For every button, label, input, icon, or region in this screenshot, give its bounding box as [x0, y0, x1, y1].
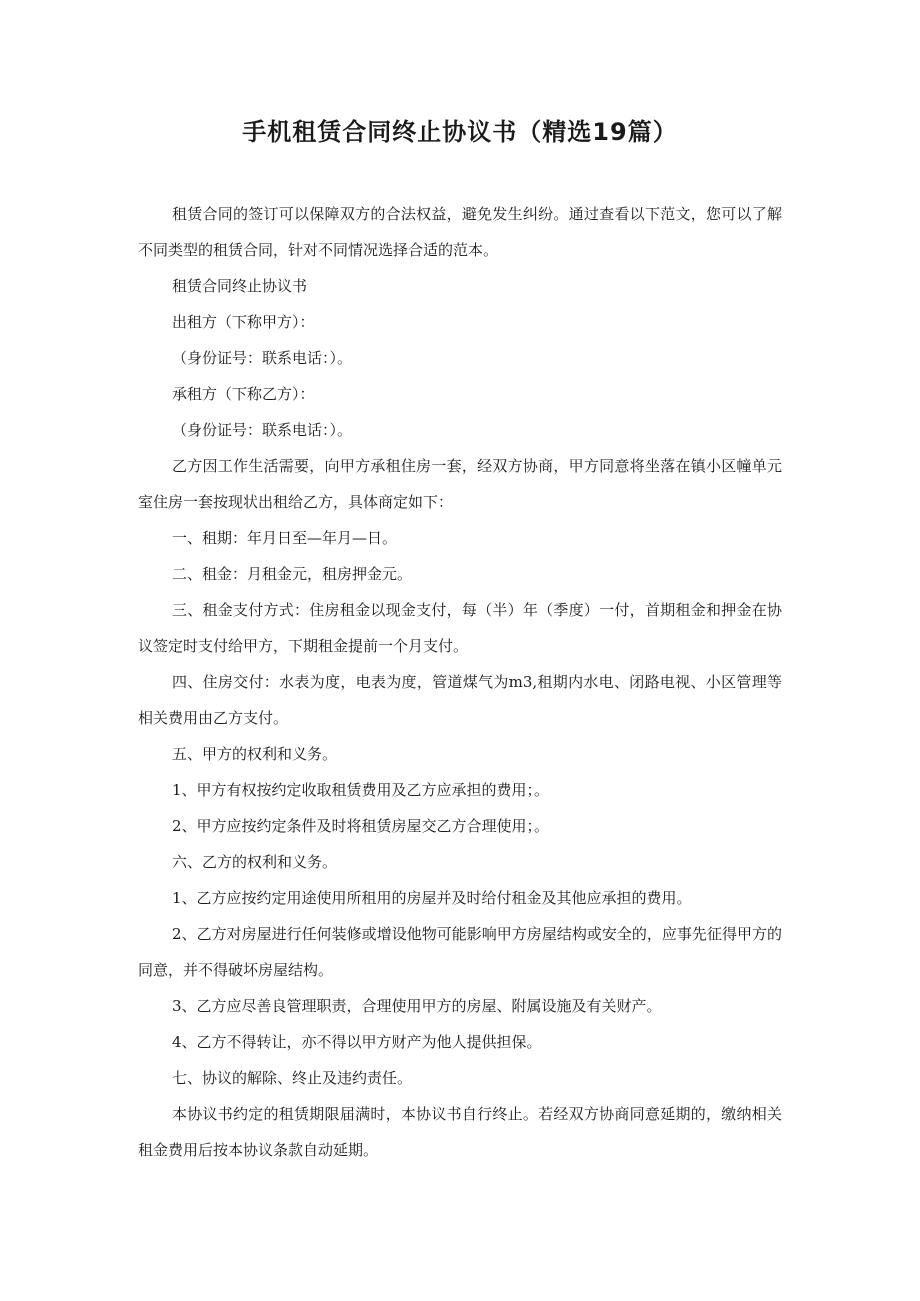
- paragraph-lessee-right-3: 3、乙方应尽善良管理职责，合理使用甲方的房屋、附属设施及有关财产。: [172, 997, 662, 1015]
- paragraph-lessor-rights: 五、甲方的权利和义务。: [172, 745, 338, 763]
- paragraph-heading: 租赁合同终止协议书: [172, 277, 308, 295]
- paragraph-lessee-id: （身份证号：联系电话：）。: [172, 421, 353, 439]
- paragraph-payment: 三、租金支付方式：住房租金以现金支付，每（半）年（季度）一付，首期租金和押金在协议签定时支付给甲方，下期租金提前一个月支付。: [138, 601, 782, 655]
- paragraph-expiry: 本协议书约定的租赁期限届满时，本协议书自行终止。若经双方协商同意延期的，缴纳相关租金费用后按本协议条款自动延期。: [138, 1105, 782, 1159]
- paragraph-lessee-right-1: 1、乙方应按约定用途使用所租用的房屋并及时给付租金及其他应承担的费用。: [172, 889, 692, 907]
- paragraph-lessee-right-2: 2、乙方对房屋进行任何装修或增设他物可能影响甲方房屋结构或安全的，应事先征得甲方的同意，并不得破坏房屋结构。: [138, 925, 782, 979]
- paragraph-preamble: 乙方因工作生活需要，向甲方承租住房一套，经双方协商，甲方同意将坐落在镇小区幢单元室住房一套按现状出租给乙方，具体商定如下：: [138, 457, 782, 511]
- paragraph-intro: 租赁合同的签订可以保障双方的合法权益，避免发生纠纷。通过查看以下范文，您可以了解不同类型的租赁合同，针对不同情况选择合适的范本。: [138, 205, 782, 259]
- document-title: 手机租赁合同终止协议书（精选19篇）: [242, 118, 678, 146]
- paragraph-lessor: 出租方（下称甲方）：: [172, 313, 315, 331]
- paragraph-lessor-id: （身份证号：联系电话：）。: [172, 349, 353, 367]
- paragraph-lessee-rights: 六、乙方的权利和义务。: [172, 853, 338, 871]
- paragraph-lessee-right-4: 4、乙方不得转让，亦不得以甲方财产为他人提供担保。: [172, 1033, 542, 1051]
- paragraph-lessee: 承租方（下称乙方）：: [172, 385, 315, 403]
- paragraph-lessor-right-2: 2、甲方应按约定条件及时将租赁房屋交乙方合理使用；。: [172, 817, 550, 835]
- paragraph-termination: 七、协议的解除、终止及违约责任。: [172, 1069, 413, 1087]
- paragraph-lessor-right-1: 1、甲方有权按约定收取租赁费用及乙方应承担的费用；。: [172, 781, 550, 799]
- paragraph-rent: 二、租金：月租金元，租房押金元。: [172, 565, 413, 583]
- paragraph-term: 一、租期：年月日至—年月—日。: [172, 529, 398, 547]
- document-body: [138, 196, 782, 1168]
- paragraph-delivery: 四、住房交付：水表为度，电表为度，管道煤气为m3,租期内水电、闭路电视、小区管理等相关费用由乙方支付。: [138, 673, 782, 727]
